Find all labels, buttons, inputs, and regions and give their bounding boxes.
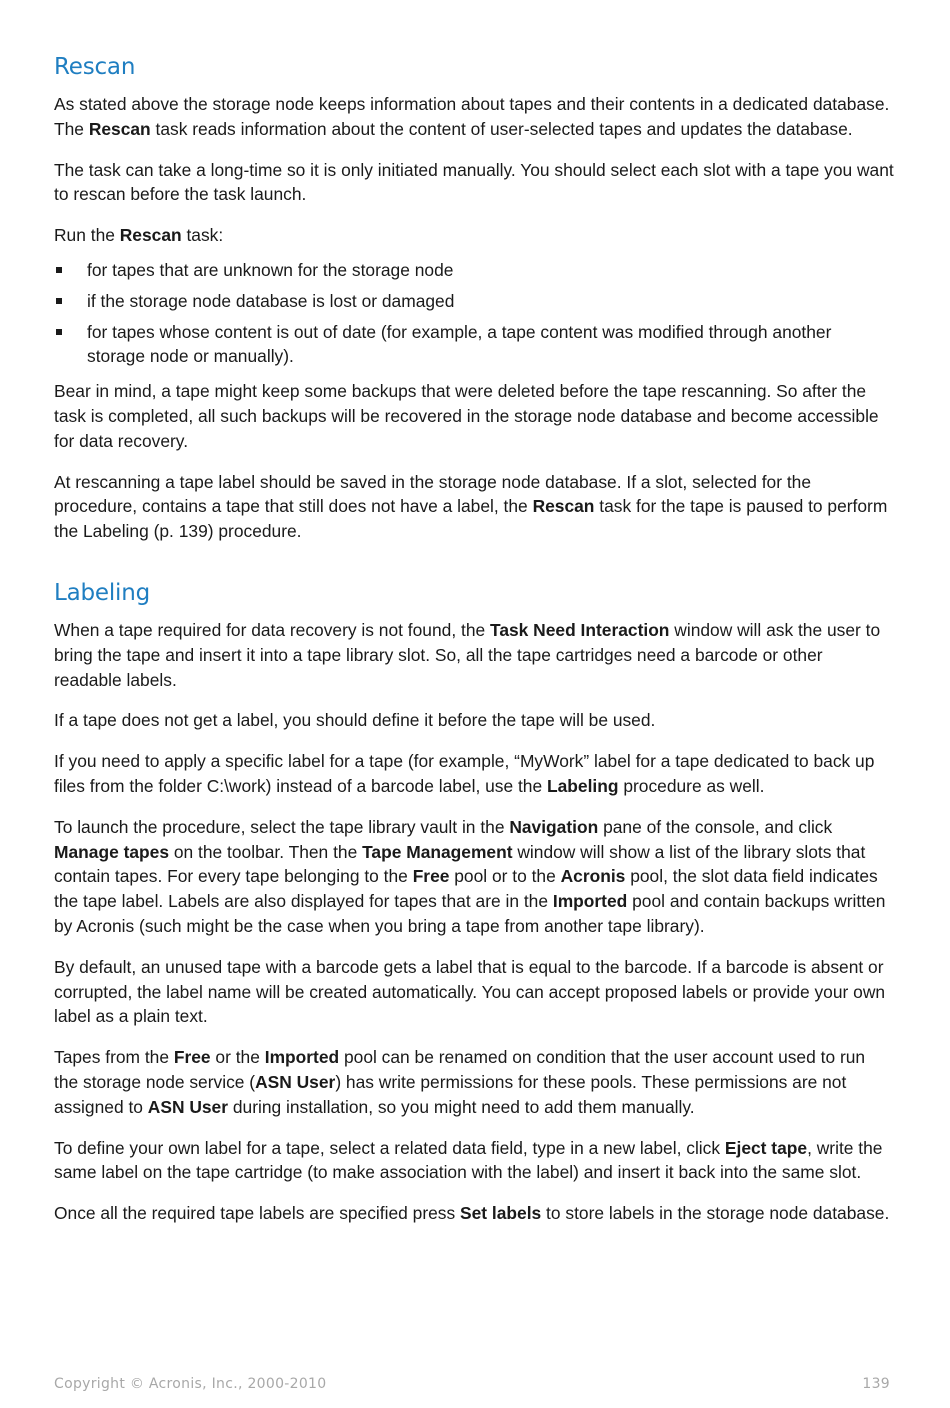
page-number: 139 [862,1376,890,1392]
labeling-paragraph-8: Once all the required tape labels are specified press Set labels to store labels in the storage node database. [54,1203,890,1224]
list-item: if the storage node database is lost or damaged [54,289,894,314]
list-item: for tapes that are unknown for the storage node [54,258,894,283]
rescan-paragraph-3: Run the Rescan task: [54,225,224,246]
rescan-paragraph-1: As stated above the storage node keeps information about tapes and their contents in a dedicated database. The Rescan task reads information about the content of user-selected tapes and updates the database. [54,94,890,139]
rescan-heading: Rescan [54,54,136,80]
labeling-paragraph-6: Tapes from the Free or the Imported pool can be renamed on condition that the user account used to run the storage node service (ASN User) has write permissions for these pools. These permissions are not assigned to ASN User during installation, so you might need to add them manually. [54,1047,866,1117]
labeling-paragraph-2: If a tape does not get a label, you should define it before the tape will be used. [54,710,656,731]
rescan-paragraph-5: At rescanning a tape label should be saved in the storage node database. If a slot, selected for the procedure, contains a tape that still does not have a label, the Rescan task for the tape is paused to perform the Labeling (p. 139) procedure. [54,471,888,542]
labeling-paragraph-5: By default, an unused tape with a barcode gets a label that is equal to the barcode. If a barcode is absent or corrupted, the label name will be created automatically. You can accept proposed labels or provide your own label as a plain text. [54,956,886,1027]
page-footer [54,1376,890,1392]
labeling-paragraph-7: To define your own label for a tape, select a related data field, type in a new label, click Eject tape, write the same label on the tape cartridge (to make association with the label) and insert it back into the same slot. [54,1137,883,1183]
labeling-paragraph-4: To launch the procedure, select the tape library vault in the Navigation pane of the console, and click Manage tapes on the toolbar. Then the Tape Management window will show a list of the library slots that contain tapes. For every tape belonging to the Free pool or to the Acronis pool, the slot data field indicates the tape label. Labels are also displayed for tapes that are in the Imported pool and contain backups written by Acronis (such might be the case when you bring a tape from another tape library). [54,816,886,936]
labeling-paragraph-1: When a tape required for data recovery is not found, the Task Need Interaction window will ask the user to bring the tape and insert it into a tape library slot. So, all the tape cartridges need a barcode or other readable labels. [54,619,881,690]
bullet-square-icon [56,267,62,273]
bullet-square-icon [56,329,62,335]
copyright-text: Copyright © Acronis, Inc., 2000-2010 [54,1376,327,1392]
rescan-paragraph-4: Bear in mind, a tape might keep some backups that were deleted before the tape rescanning. So after the task is completed, all such backups will be recovered in the storage node database and become accessible for data recovery. [54,381,879,451]
document-page [54,54,894,1242]
labeling-heading: Labeling [54,579,151,606]
rescan-bullet-list [54,258,894,369]
bullet-square-icon [56,298,62,304]
labeling-paragraph-3: If you need to apply a specific label for a tape (for example, “MyWork” label for a tape dedicated to back up files from the folder C:\work) instead of a barcode label, use the Labeling procedure as well. [54,751,875,796]
rescan-paragraph-2: The task can take a long-time so it is only initiated manually. You should select each slot with a tape you want to rescan before the task launch. [54,159,894,205]
list-item: for tapes whose content is out of date (for example, a tape content was modified through another storage node or manually). [54,320,894,370]
